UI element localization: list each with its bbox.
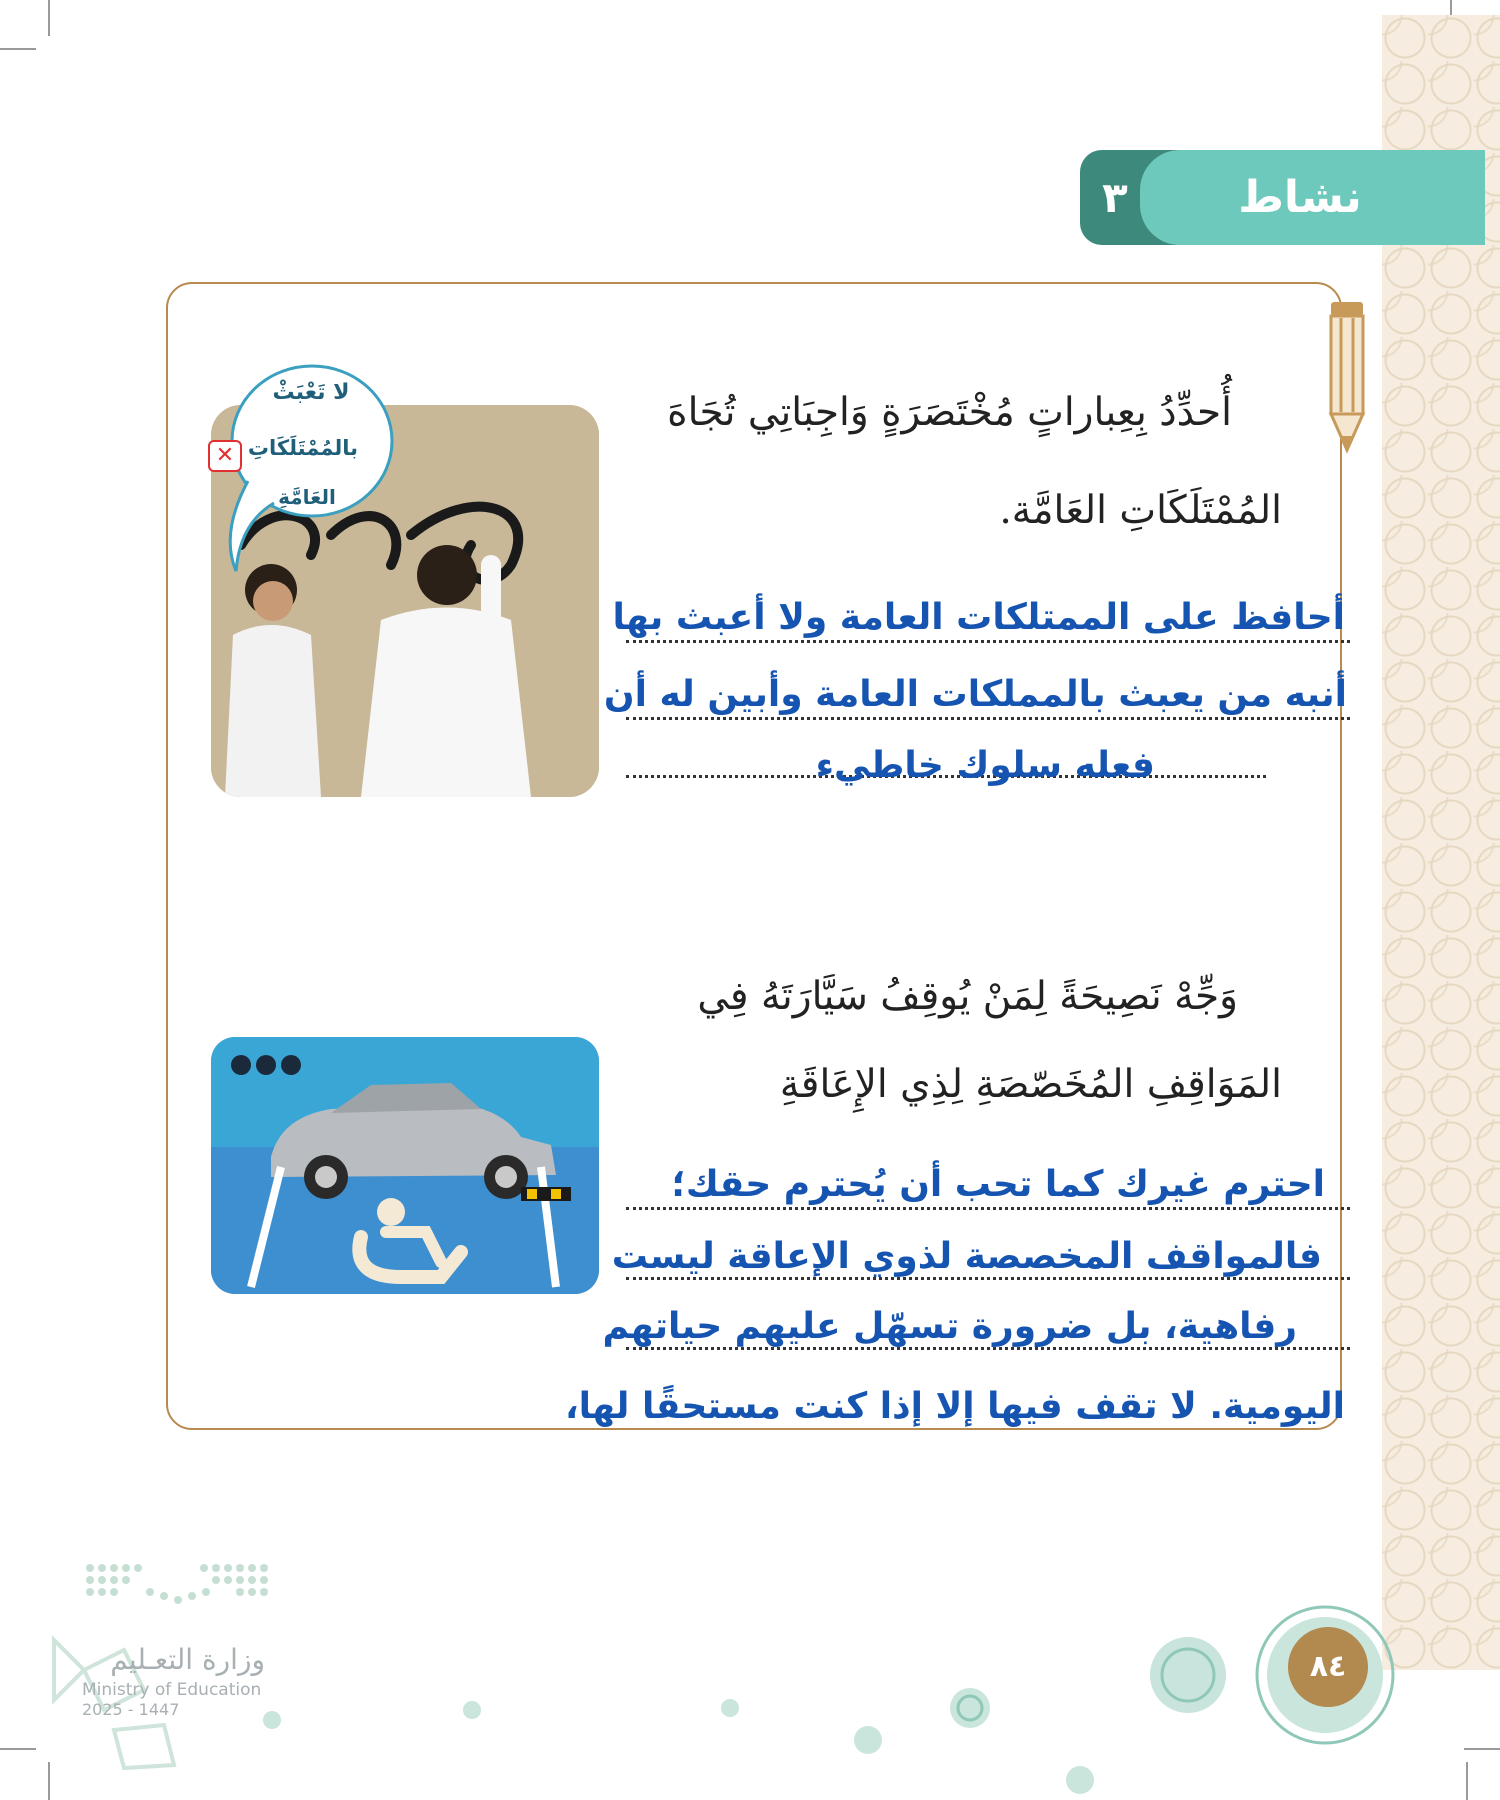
answer-line-dots	[626, 1277, 1350, 1280]
bubble-line-3: العَامَّةِ	[278, 485, 336, 509]
answer-line-dots	[626, 1347, 1350, 1350]
ministry-name-english: Ministry of Education	[82, 1680, 262, 1700]
activity-number: ٣	[1102, 173, 1128, 222]
answer-2-line-3: رفاهية، بل ضرورة تسهّل عليهم حياتهم	[602, 1306, 1297, 1347]
ministry-name-arabic: وزارة التعـليم	[110, 1643, 265, 1676]
answer-1-line-3: فعله سلوك خاطيء	[815, 745, 1155, 786]
activity-label: نشاط	[1238, 172, 1362, 223]
answer-1-line-2: أنبه من يعبث بالمملكات العامة وأبين له أن	[603, 674, 1347, 715]
ministry-year: 2025 - 1447	[82, 1700, 180, 1719]
bubble-line-2: بالمُمْتَلَكَاتِ	[247, 436, 359, 460]
crop-mark	[1466, 1762, 1468, 1800]
crop-mark	[1464, 1748, 1500, 1750]
answer-2-line-4: اليومية. لا تقف فيها إلا إذا كنت مستحقًا لها،	[564, 1386, 1345, 1427]
answer-line-dots	[626, 717, 1350, 720]
bubble-line-1: لا تَعْبَثْ	[272, 380, 350, 405]
crop-mark	[48, 0, 50, 36]
decorative-rosettes	[250, 1600, 1410, 1800]
pencil-icon	[1328, 300, 1366, 460]
question-1-line-2: المُمْتَلَكَاتِ العَامَّة.	[999, 488, 1282, 533]
ministry-logo-dots	[84, 1562, 268, 1608]
decorative-pattern-strip	[1382, 15, 1500, 1670]
prohibited-x-icon: ✕	[208, 440, 242, 472]
answer-2-line-1: احترم غيرك كما تحب أن يُحترم حقك؛	[671, 1164, 1325, 1205]
parking-photo	[211, 1037, 599, 1294]
answer-line-dots	[626, 1207, 1350, 1210]
answer-1-line-1: أحافظ على الممتلكات العامة ولا أعبث بها	[612, 597, 1345, 638]
page-number: ٨٤	[1288, 1627, 1368, 1707]
answer-2-line-2: فالمواقف المخصصة لذوي الإعاقة ليست	[611, 1236, 1322, 1277]
question-2-line-1: وَجِّهْ نَصِيحَةً لِمَنْ يُوقِفُ سَيَّارَتَهُ فِي	[697, 974, 1238, 1019]
crop-mark	[0, 1748, 36, 1750]
answer-line-dots	[626, 640, 1350, 643]
parking-photo-illustration	[211, 1037, 599, 1294]
question-2-line-2: المَوَاقِفِ المُخَصّصَةِ لِذِي الإِعَاقَةِ	[779, 1062, 1282, 1107]
crop-mark	[0, 48, 36, 50]
question-1-line-1: أُحدِّدُ بِعِباراتٍ مُخْتَصَرَةٍ وَاجِبَاتِي تُجَاهَ	[667, 390, 1232, 435]
